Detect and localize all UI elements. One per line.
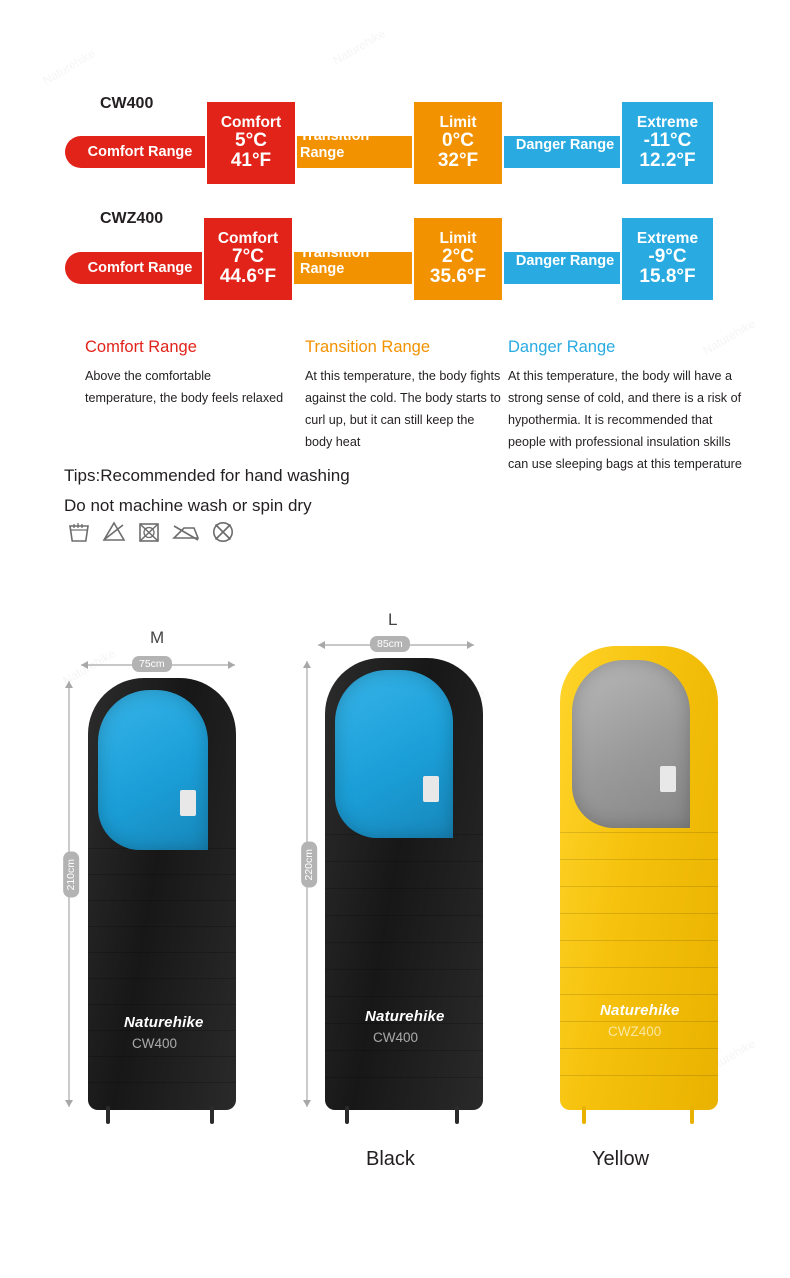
watermark [40,46,97,87]
limit-box-cwz400: Limit 2°C 35.6°F [412,216,504,302]
width-chip-l: 85cm [370,636,410,652]
size-letter-l: L [388,610,398,629]
legend-comfort-text: Above the comfortable temperature, the body feels relaxed [85,369,284,406]
tips-line-2: Do not machine wash or spin dry [64,496,312,515]
bag-label-m [180,790,196,816]
tips-line-1: Tips:Recommended for hand washing [64,466,350,485]
bag-model-l: CW400 [373,1030,419,1045]
transition-range-label-1: Transition Range [300,128,370,161]
bag-lining-l [335,670,453,838]
width-chip-m: 75cm [132,656,172,672]
bag-model-m: CW400 [132,1036,178,1051]
hand-wash-icon [66,519,92,545]
color-name-yellow: Yellow [592,1148,650,1170]
legend-danger-title: Danger Range [508,338,616,356]
legend-transition-title: Transition Range [305,338,431,356]
bag-model-yellow: CWZ400 [608,1024,662,1039]
bag-lining-yellow [572,660,690,828]
comfort-box-cwz400: Comfort 7°C 44.6°F [202,216,294,302]
sleeping-bag-yellow [560,646,718,1110]
transition-range-label-2: Transition Range [300,245,370,277]
comfort-range-label-2: Comfort Range [87,260,193,276]
limit-box-cw400: Limit 0°C 32°F [412,100,504,186]
extreme-box-cwz400: Extreme -9°C 15.8°F [620,216,715,302]
model-label-cwz400: CWZ400 [100,210,164,227]
extreme-box-cw400: Extreme -11°C 12.2°F [620,100,715,186]
size-letter-m: M [150,628,165,647]
legend-comfort [85,338,285,409]
bag-lining-m [98,690,208,850]
color-name-black: Black [366,1148,415,1170]
product-photos [0,600,790,1278]
legend-danger [508,338,751,475]
legend-transition-text: At this temperature, the body fights against the cold. The body starts to curl up, but it can still keep the body heat [305,369,501,450]
no-bleach-icon [101,519,127,545]
legend-comfort-title: Comfort Range [85,338,197,356]
brand-logo-m: Naturehike [124,1014,204,1031]
no-dry-clean-icon [210,519,236,545]
legend-transition [305,338,501,453]
no-tumble-dry-icon [136,519,162,545]
wash-care-icons [66,519,236,545]
watermark [330,26,387,67]
danger-range-label-1: Danger Range [515,136,615,153]
sleeping-bag-m [88,678,236,1110]
brand-logo-yellow: Naturehike [600,1002,680,1019]
comfort-range-label-1: Comfort Range [87,144,193,160]
bag-label-l [423,776,439,802]
no-iron-icon [171,519,201,545]
length-chip-l: 220cm [301,842,317,888]
comfort-box-cw400: Comfort 5°C 41°F [205,100,297,186]
model-label-cw400: CW400 [100,95,154,112]
bag-label-yellow [660,766,676,792]
length-chip-m: 210cm [63,852,79,898]
danger-range-label-2: Danger Range [515,253,615,269]
legend-danger-text: At this temperature, the body will have a strong sense of cold, and there is a risk of hypothermia. It is recommended that people with professional insulation skills can use sleeping bags at this temperature [508,369,742,472]
brand-logo-l: Naturehike [365,1008,445,1025]
sleeping-bag-l [325,658,483,1110]
